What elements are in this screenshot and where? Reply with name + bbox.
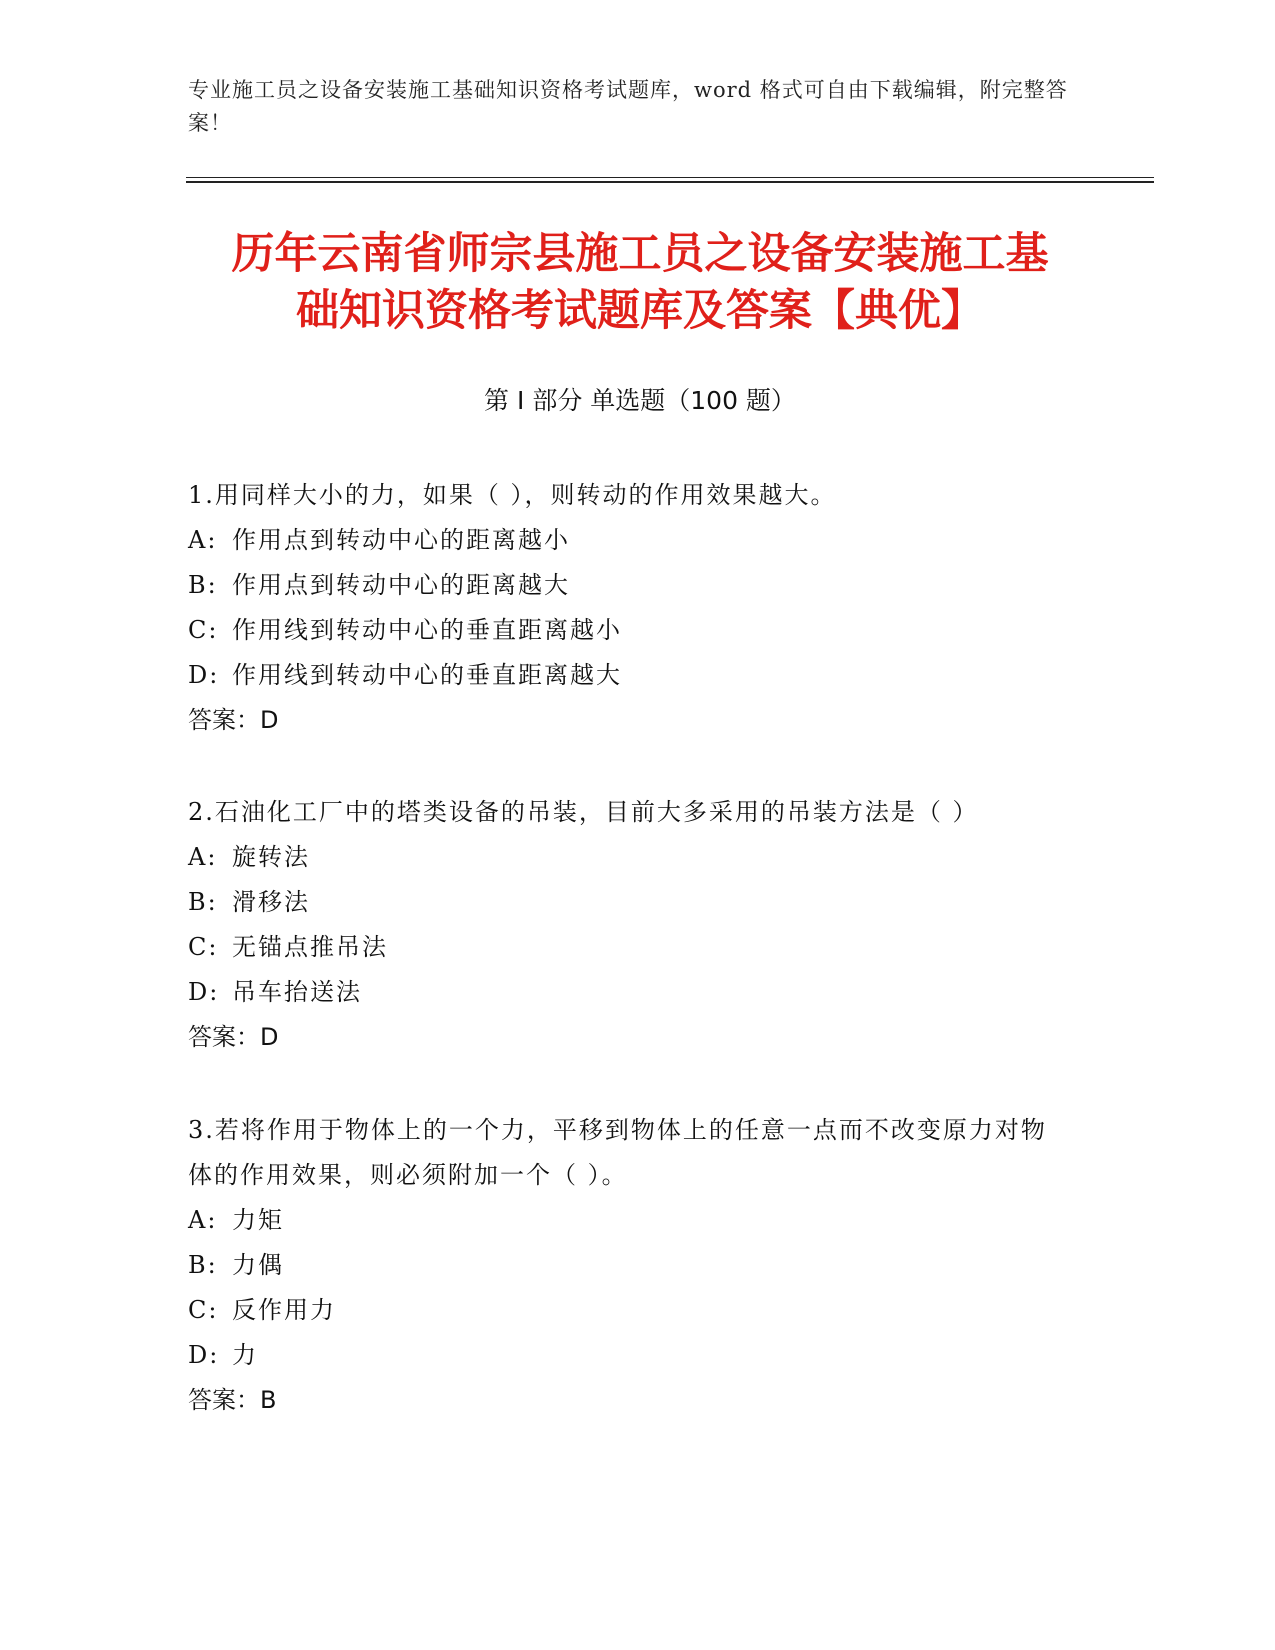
option-letter: A:	[188, 843, 218, 871]
document-title-line-2: 础知识资格考试题库及答案【典优】	[296, 286, 984, 336]
option-d	[188, 653, 1068, 698]
option-d	[188, 1333, 1068, 1378]
question-3	[188, 1108, 1068, 1423]
answer: 答案：D	[188, 1023, 279, 1051]
answer: 答案：B	[188, 1386, 277, 1414]
option-a	[188, 518, 1068, 563]
option-text: 作用线到转动中心的垂直距离越大	[232, 661, 622, 689]
option-text: 反作用力	[232, 1296, 336, 1324]
question-stem: 3.若将作用于物体上的一个力，平移到物体上的任意一点而不改变原力对物体的作用效果，则必须附加一个（ ）。	[188, 1116, 1047, 1189]
option-c	[188, 608, 1068, 653]
option-text: 力偶	[232, 1251, 284, 1279]
option-b	[188, 563, 1068, 608]
option-b	[188, 1243, 1068, 1288]
question-stem: 1.用同样大小的力，如果（ ），则转动的作用效果越大。	[188, 481, 837, 509]
option-text: 力矩	[232, 1206, 284, 1234]
option-c	[188, 1288, 1068, 1333]
option-letter: B:	[188, 571, 218, 599]
option-letter: D:	[188, 978, 220, 1006]
option-letter: C:	[188, 933, 219, 961]
option-text: 力	[232, 1341, 258, 1369]
option-d	[188, 970, 1068, 1015]
option-text: 滑移法	[232, 888, 310, 916]
option-a	[188, 835, 1068, 880]
option-text: 作用点到转动中心的距离越小	[232, 526, 570, 554]
option-a	[188, 1198, 1068, 1243]
document-title	[180, 226, 1100, 340]
question-stem: 2.石油化工厂中的塔类设备的吊装，目前大多采用的吊装方法是（ ）	[188, 798, 979, 826]
option-letter: C:	[188, 616, 219, 644]
header-divider-thin	[186, 177, 1154, 178]
answer: 答案：D	[188, 706, 279, 734]
option-text: 无锚点推吊法	[232, 933, 388, 961]
option-text: 吊车抬送法	[232, 978, 362, 1006]
option-letter: B:	[188, 888, 218, 916]
question-1	[188, 473, 1068, 743]
option-b	[188, 880, 1068, 925]
option-letter: A:	[188, 526, 218, 554]
section-title: 第 I 部分 单选题（100 题）	[484, 386, 796, 415]
document-title-line-1: 历年云南省师宗县施工员之设备安装施工基	[231, 229, 1049, 279]
header-note: 专业施工员之设备安装施工基础知识资格考试题库，word 格式可自由下载编辑，附完整答案！	[188, 78, 1068, 135]
option-c	[188, 925, 1068, 970]
option-text: 作用点到转动中心的距离越大	[232, 571, 570, 599]
option-text: 作用线到转动中心的垂直距离越小	[232, 616, 622, 644]
option-letter: A:	[188, 1206, 218, 1234]
question-2	[188, 790, 1068, 1060]
option-letter: B:	[188, 1251, 218, 1279]
option-letter: D:	[188, 661, 220, 689]
option-text: 旋转法	[232, 843, 310, 871]
option-letter: D:	[188, 1341, 220, 1369]
header-divider-thick	[186, 181, 1154, 183]
option-letter: C:	[188, 1296, 219, 1324]
